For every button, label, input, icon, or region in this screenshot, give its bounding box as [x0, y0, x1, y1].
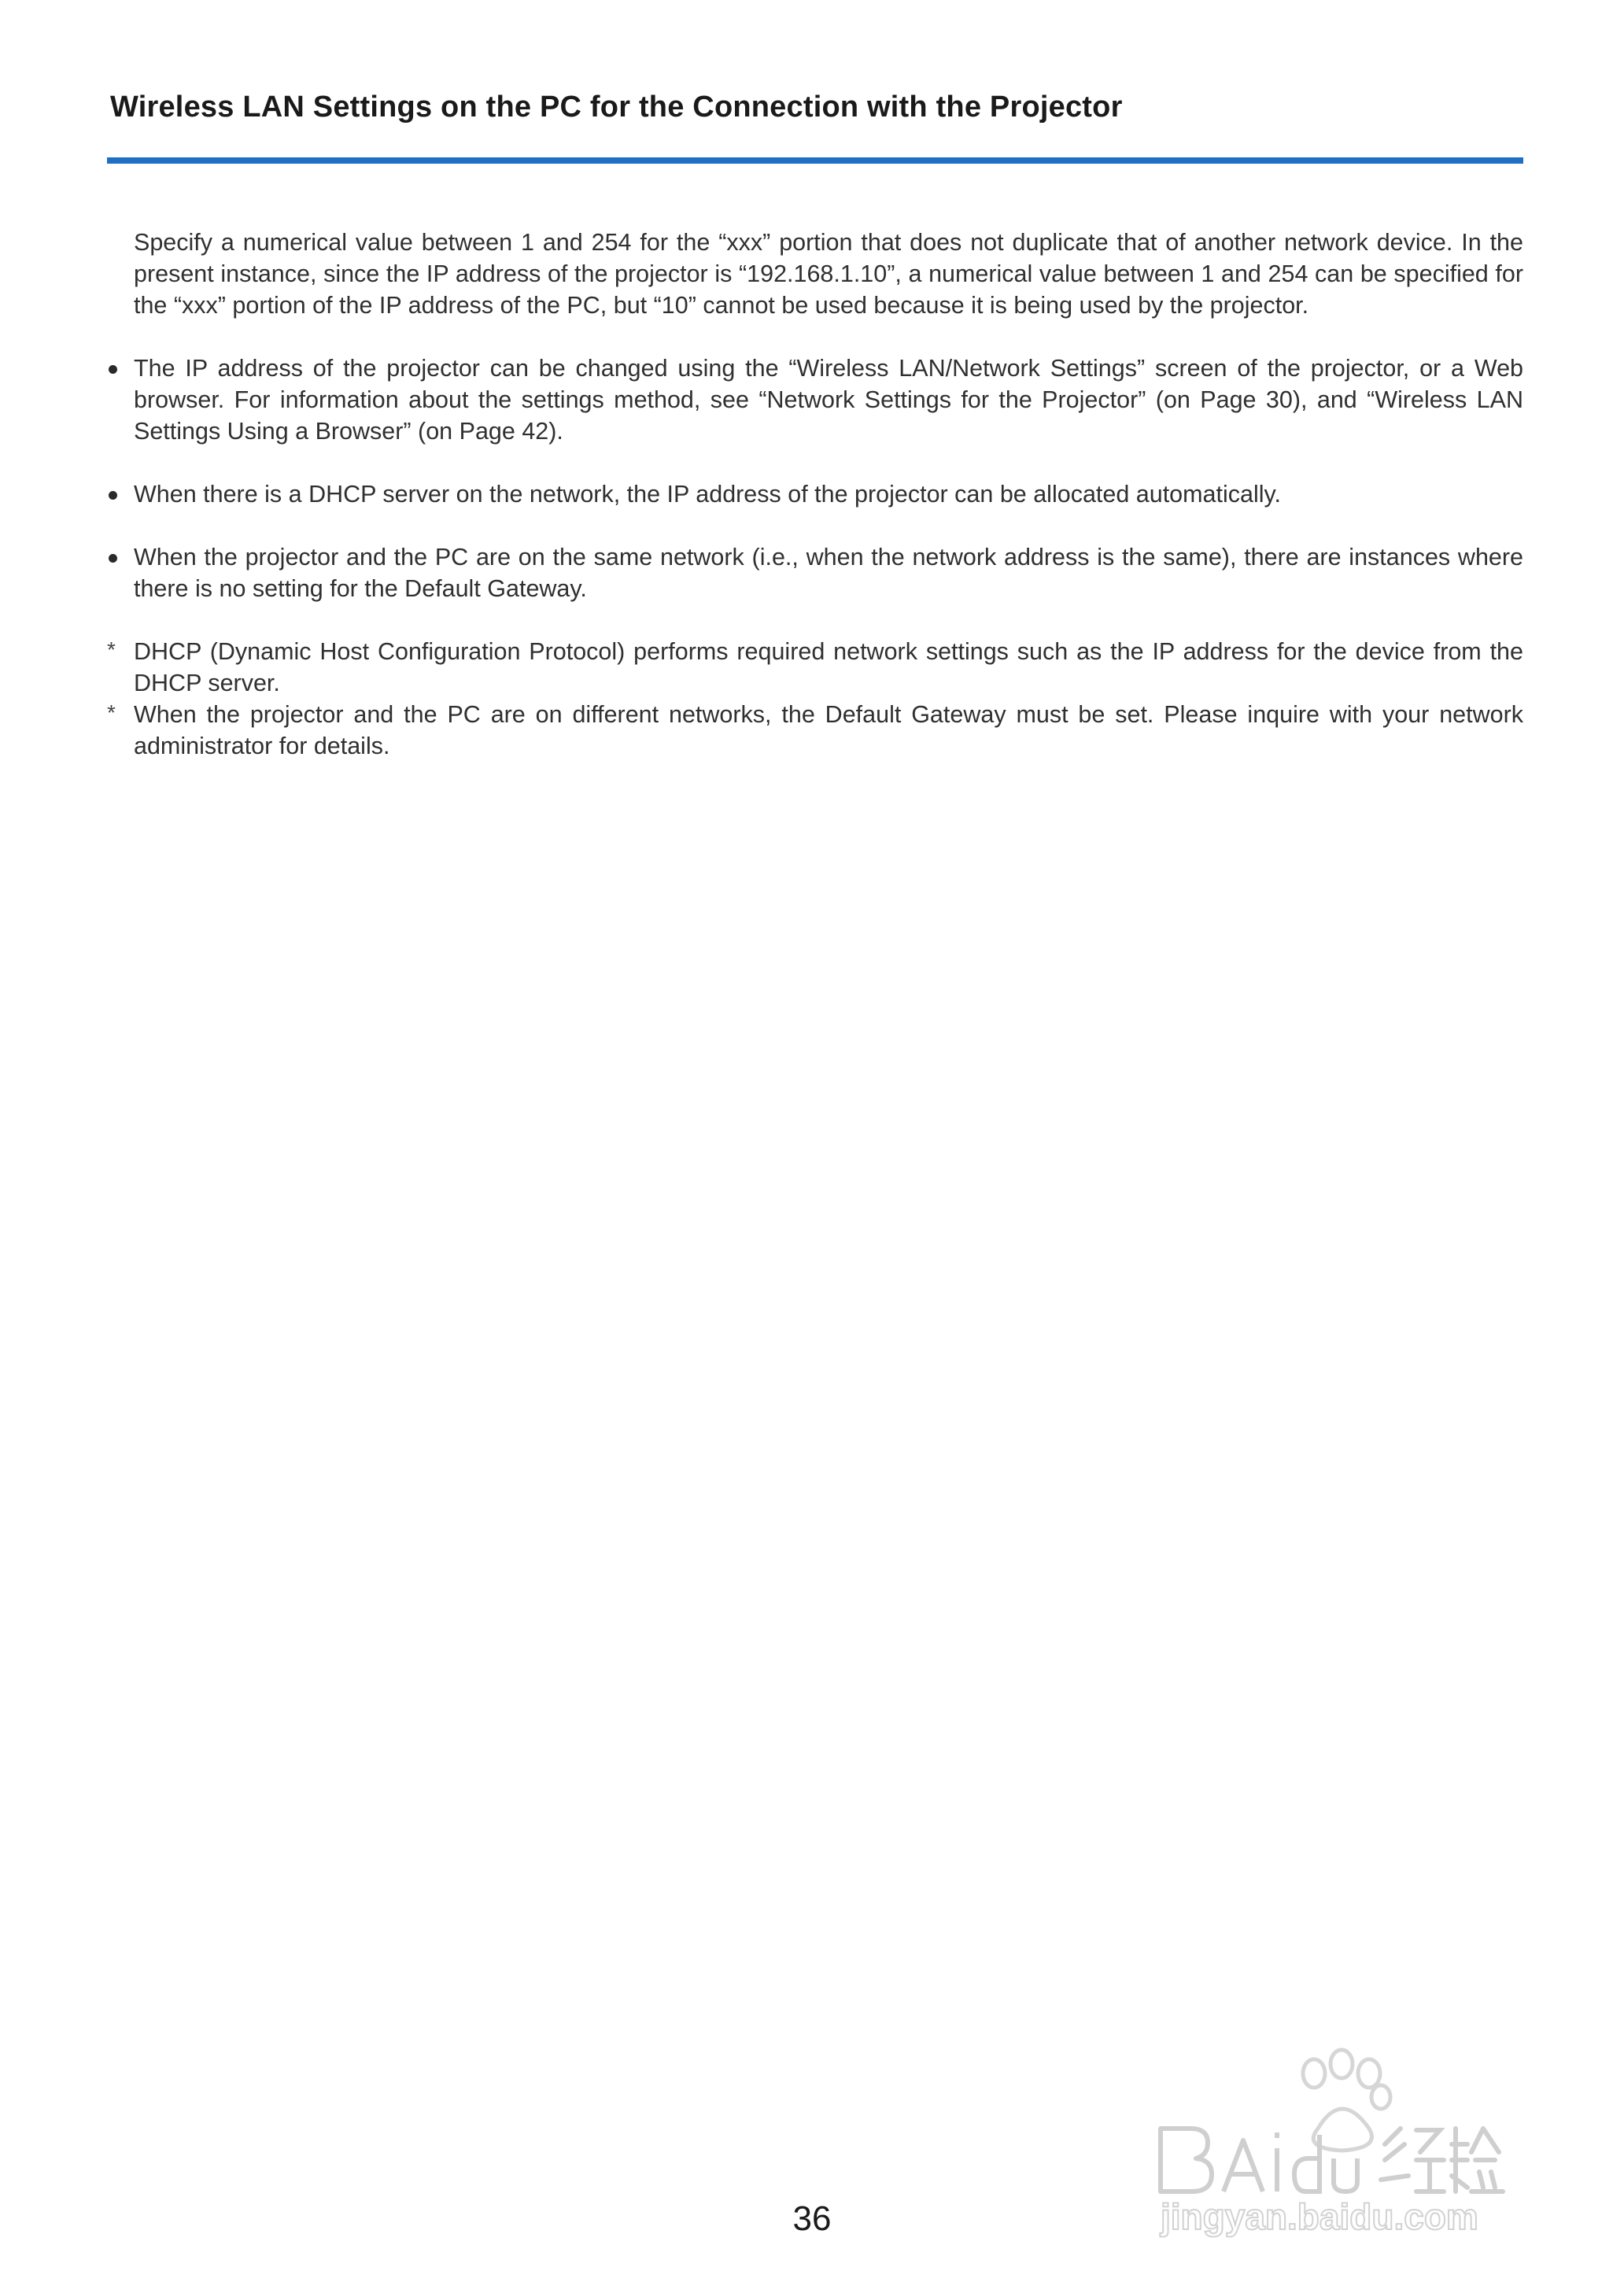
page-number: 36 [792, 2199, 832, 2238]
page-header [107, 87, 1523, 127]
bullet-icon [109, 554, 117, 563]
bullet-item [107, 541, 1523, 604]
bullet-text: The IP address of the projector can be changed using the “Wireless LAN/Network Settings” screen of the projector, or a Web browser. For information about the settings method, see “Network Settings for the Projector” (on Page 30), and “Wireless LAN Settings Using a Browser” (on Page 42). [134, 355, 1523, 445]
document-body [107, 227, 1523, 762]
bullet-item [107, 478, 1523, 510]
footnote-text: DHCP (Dynamic Host Configuration Protocol) performs required network settings such as the IP address for the device from the DHCP server. [134, 638, 1523, 696]
footnote-marker: * [107, 637, 116, 662]
bullet-item [107, 353, 1523, 447]
bullet-text: When there is a DHCP server on the network, the IP address of the projector can be allocated automatically. [134, 481, 1281, 508]
page-title: Wireless LAN Settings on the PC for the Connection with the Projector [110, 90, 1123, 124]
footnote-text: When the projector and the PC are on different networks, the Default Gateway must be set. Please inquire with your network administrator for details. [134, 701, 1523, 759]
footnote-item [107, 636, 1523, 699]
bullet-icon [109, 491, 117, 500]
header-divider [107, 157, 1523, 164]
intro-paragraph: Specify a numerical value between 1 and 254 for the “xxx” portion that does not duplicate that of another network device. In the present instance, since the IP address of the projector is “192.168.1.10”, a numerical value between 1 and 254 can be specified for the “xxx” portion of the IP address of the PC, but “10” cannot be used because it is being used by the projector. [134, 229, 1523, 319]
footnote-item [107, 699, 1523, 762]
bullet-text: When the projector and the PC are on the same network (i.e., when the network address is the same), there are instances where there is no setting for the Default Gateway. [134, 544, 1523, 602]
watermark-url: jingyan.baidu.com [1161, 2196, 1478, 2237]
bullet-icon [109, 365, 117, 374]
footnote-marker: * [107, 700, 116, 725]
